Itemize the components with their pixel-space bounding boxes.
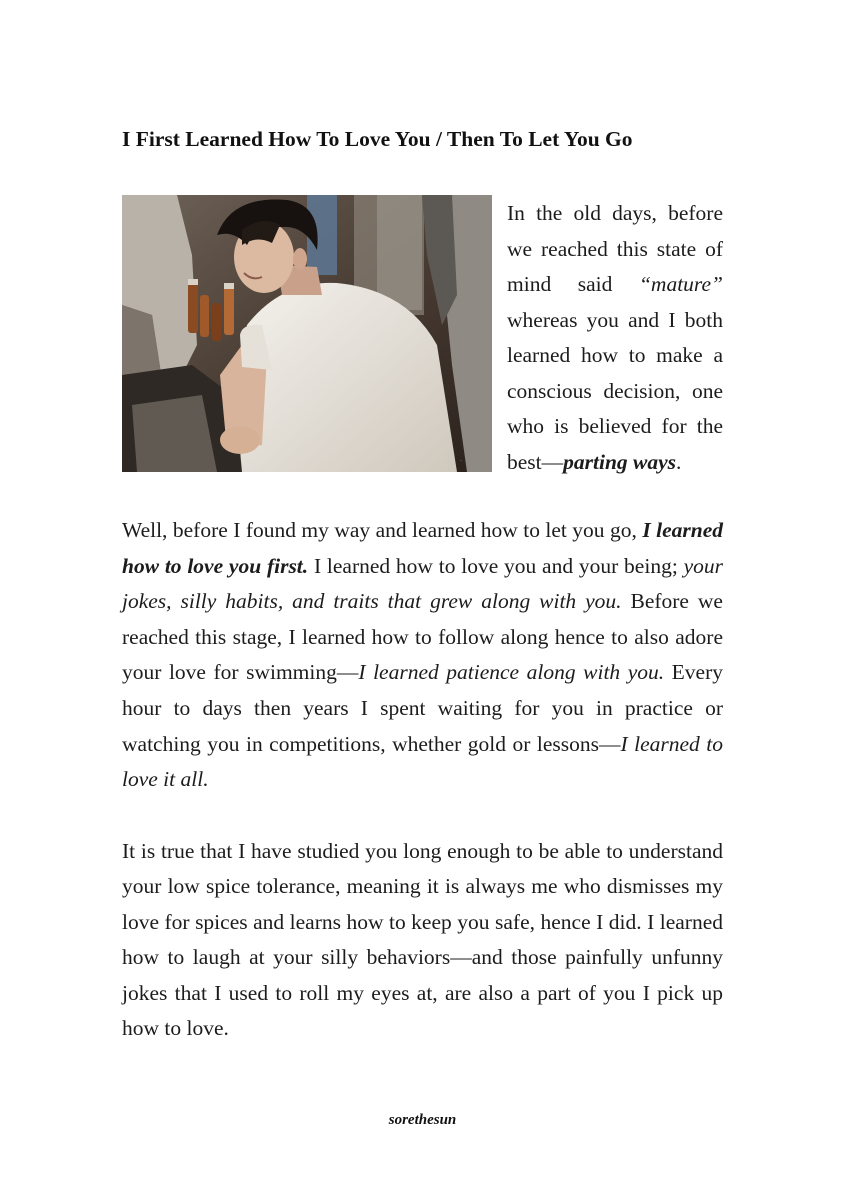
p2-strong: I learned how to love you first. xyxy=(122,518,723,578)
author-signature: sorethesun xyxy=(388,1112,457,1128)
p2-text-1: Well, before I found my way and learned how to let you go, xyxy=(122,518,643,542)
svg-text:·: · xyxy=(460,458,462,465)
body-paragraph-3: It is true that I have studied you long enough to be able to understand your low spice tolerance, meaning it is always me who dismisses my love for spices and learns how to keep you safe, hence I did. I learned how to laugh at your silly behaviors—and those painfully unfunny jokes that I used to roll my eyes at, are also a part of you I pick up how to love. xyxy=(122,839,723,1041)
p2-italic-2: I learned patience along with you. xyxy=(358,660,665,685)
intro-text-1: In the old days, before we reached this state of mind said xyxy=(507,201,723,296)
intro-emphasis: parting ways xyxy=(563,449,677,474)
intro-paragraph xyxy=(507,196,723,480)
p2-text-7: Every hour to days then years I spent waiting for you in practice or watching you in competitions, whether gold or lessons— xyxy=(122,660,723,756)
p2-text-3: I learned how to love you and your being; xyxy=(308,553,684,578)
article-photo xyxy=(122,195,492,472)
intro-quote: “mature” xyxy=(638,272,723,296)
p2-italic-3: I learned to love it all. xyxy=(122,731,723,792)
body-paragraph-2 xyxy=(122,513,723,798)
p2-text-5: Before we reached this stage, I learned how to follow along hence to also adore your love for swimming— xyxy=(122,589,723,685)
article-title: I First Learned How To Love You / Then To Let You Go xyxy=(122,127,633,151)
intro-end: . xyxy=(676,449,682,474)
p2-italic-1: your jokes, silly habits, and traits that grew along with you. xyxy=(122,553,724,614)
photo-illustration xyxy=(122,195,492,472)
intro-text-2: whereas you and I both learned how to make a conscious decision, one who is believed for the best— xyxy=(507,307,723,474)
